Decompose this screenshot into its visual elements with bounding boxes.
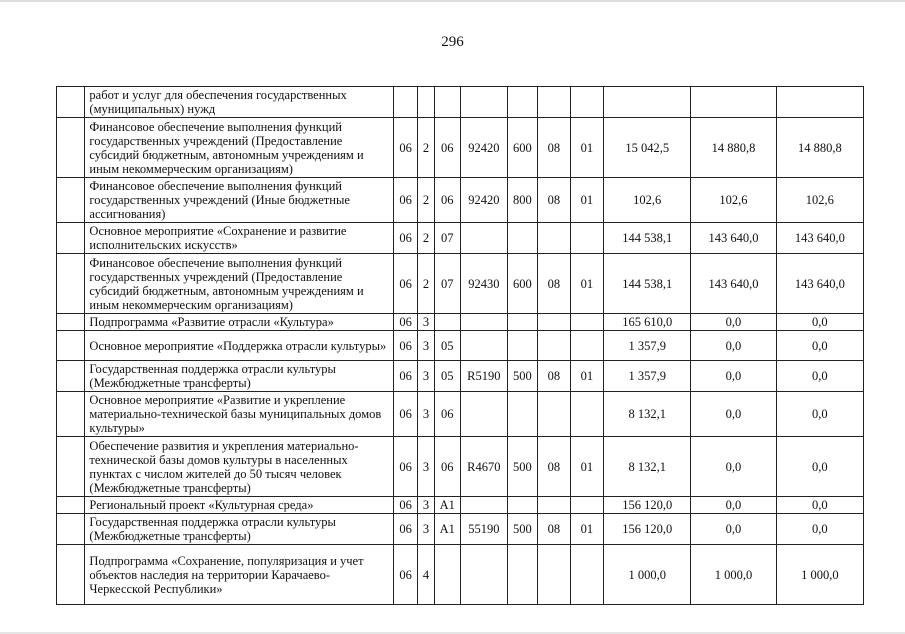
- cell-c1: 06: [394, 254, 418, 314]
- cell-c3: 05: [434, 331, 460, 361]
- cell-c6: 08: [538, 118, 570, 178]
- cell-v3: 1 000,0: [776, 545, 863, 605]
- cell-c5: [507, 331, 537, 361]
- cell-c6: [538, 314, 570, 331]
- cell-v3: 0,0: [776, 514, 863, 545]
- cell-v2: 0,0: [691, 437, 776, 497]
- margin-cell: [57, 87, 85, 118]
- cell-c4: [460, 545, 507, 605]
- cell-c5: [507, 314, 537, 331]
- row-name: Финансовое обеспечение выполнения функций государственных учреждений (Предоставление субсидий бюджетным, автономным учреждениям и иным некоммерческим организациям): [85, 254, 394, 314]
- cell-c5: [507, 497, 537, 514]
- cell-v2: 0,0: [691, 361, 776, 392]
- cell-c1: 06: [394, 545, 418, 605]
- cell-c4: 92420: [460, 178, 507, 223]
- page-number: 296: [441, 34, 464, 50]
- cell-c5: 500: [507, 514, 537, 545]
- cell-c5: 500: [507, 361, 537, 392]
- cell-v1: [604, 87, 691, 118]
- cell-c6: [538, 392, 570, 437]
- cell-v1: 144 538,1: [604, 254, 691, 314]
- cell-c3: A1: [434, 514, 460, 545]
- cell-c7: 01: [570, 118, 603, 178]
- margin-cell: [57, 118, 85, 178]
- margin-cell: [57, 361, 85, 392]
- cell-c1: 06: [394, 178, 418, 223]
- cell-c7: 01: [570, 178, 603, 223]
- cell-c5: 500: [507, 437, 537, 497]
- cell-c1: 06: [394, 437, 418, 497]
- cell-c6: 08: [538, 514, 570, 545]
- cell-c4: R4670: [460, 437, 507, 497]
- cell-c2: 3: [418, 514, 434, 545]
- cell-c5: [507, 87, 537, 118]
- cell-c5: 800: [507, 178, 537, 223]
- margin-cell: [57, 314, 85, 331]
- cell-c4: 55190: [460, 514, 507, 545]
- cell-c1: 06: [394, 497, 418, 514]
- row-name: Основное мероприятие «Сохранение и развитие исполнительских искусств»: [85, 223, 394, 254]
- cell-c3: 05: [434, 361, 460, 392]
- cell-v3: 14 880,8: [776, 118, 863, 178]
- cell-c3: [434, 545, 460, 605]
- cell-c6: 08: [538, 178, 570, 223]
- row-name: Региональный проект «Культурная среда»: [85, 497, 394, 514]
- cell-c3: 06: [434, 392, 460, 437]
- cell-c7: 01: [570, 254, 603, 314]
- cell-v3: 143 640,0: [776, 254, 863, 314]
- cell-c2: 4: [418, 545, 434, 605]
- row-name: Обеспечение развития и укрепления материально-технической базы домов культуры в населенных пунктах с числом жителей до 50 тысяч человек (Межбюджетные трансферты): [85, 437, 394, 497]
- cell-c2: 2: [418, 118, 434, 178]
- cell-c2: 3: [418, 331, 434, 361]
- cell-c1: 06: [394, 314, 418, 331]
- cell-v2: 143 640,0: [691, 254, 776, 314]
- cell-v1: 8 132,1: [604, 392, 691, 437]
- table-row: [57, 223, 864, 254]
- cell-c2: 2: [418, 178, 434, 223]
- row-name: Основное мероприятие «Поддержка отрасли культуры»: [85, 331, 394, 361]
- margin-cell: [57, 497, 85, 514]
- cell-v3: 0,0: [776, 361, 863, 392]
- cell-v3: 0,0: [776, 497, 863, 514]
- cell-c1: 06: [394, 361, 418, 392]
- cell-v1: 144 538,1: [604, 223, 691, 254]
- cell-v1: 156 120,0: [604, 497, 691, 514]
- row-name: Подпрограмма «Развитие отрасли «Культура»: [85, 314, 394, 331]
- cell-c5: 600: [507, 254, 537, 314]
- table-row: [57, 514, 864, 545]
- cell-v1: 102,6: [604, 178, 691, 223]
- cell-c1: 06: [394, 118, 418, 178]
- cell-v2: 0,0: [691, 497, 776, 514]
- cell-v1: 15 042,5: [604, 118, 691, 178]
- cell-v1: 1 357,9: [604, 361, 691, 392]
- cell-v1: 1 357,9: [604, 331, 691, 361]
- cell-c2: 3: [418, 392, 434, 437]
- cell-c4: [460, 331, 507, 361]
- cell-c6: 08: [538, 437, 570, 497]
- row-name: Финансовое обеспечение выполнения функций государственных учреждений (Иные бюджетные ассигнования): [85, 178, 394, 223]
- cell-c2: 3: [418, 361, 434, 392]
- cell-c2: 2: [418, 223, 434, 254]
- cell-c3: 07: [434, 254, 460, 314]
- cell-c7: [570, 545, 603, 605]
- cell-v3: 143 640,0: [776, 223, 863, 254]
- table-row: [57, 437, 864, 497]
- cell-v2: 102,6: [691, 178, 776, 223]
- cell-c3: 06: [434, 437, 460, 497]
- cell-v2: 0,0: [691, 514, 776, 545]
- cell-v2: 0,0: [691, 392, 776, 437]
- cell-c5: 600: [507, 118, 537, 178]
- row-name: Подпрограмма «Сохранение, популяризация и учет объектов наследия на территории Карачаево-Черкесской Республики»: [85, 545, 394, 605]
- cell-v2: 0,0: [691, 314, 776, 331]
- table-row: [57, 178, 864, 223]
- cell-v3: 102,6: [776, 178, 863, 223]
- cell-c4: [460, 314, 507, 331]
- cell-c6: [538, 87, 570, 118]
- cell-v3: [776, 87, 863, 118]
- cell-c7: 01: [570, 361, 603, 392]
- table-row: [57, 361, 864, 392]
- table-row: [57, 331, 864, 361]
- cell-c6: [538, 545, 570, 605]
- cell-c7: [570, 392, 603, 437]
- cell-c7: [570, 223, 603, 254]
- cell-c4: [460, 87, 507, 118]
- cell-c2: 2: [418, 254, 434, 314]
- table-row: [57, 87, 864, 118]
- table-row: [57, 254, 864, 314]
- cell-c3: [434, 314, 460, 331]
- cell-c3: 06: [434, 118, 460, 178]
- margin-cell: [57, 223, 85, 254]
- cell-c7: [570, 497, 603, 514]
- cell-c2: 3: [418, 314, 434, 331]
- cell-c6: 08: [538, 254, 570, 314]
- cell-c3: A1: [434, 497, 460, 514]
- cell-c1: [394, 87, 418, 118]
- table-row: [57, 392, 864, 437]
- row-name: работ и услуг для обеспечения государственных (муниципальных) нужд: [85, 87, 394, 118]
- cell-c1: 06: [394, 514, 418, 545]
- cell-c7: 01: [570, 514, 603, 545]
- table-body: [57, 87, 864, 605]
- cell-c4: [460, 223, 507, 254]
- cell-c4: [460, 392, 507, 437]
- cell-c7: 01: [570, 437, 603, 497]
- cell-c6: 08: [538, 361, 570, 392]
- margin-cell: [57, 545, 85, 605]
- margin-cell: [57, 331, 85, 361]
- cell-c2: 3: [418, 497, 434, 514]
- table-row: [57, 118, 864, 178]
- row-name: Государственная поддержка отрасли культуры (Межбюджетные трансферты): [85, 361, 394, 392]
- table-row: [57, 497, 864, 514]
- margin-cell: [57, 254, 85, 314]
- cell-c7: [570, 331, 603, 361]
- cell-v3: 0,0: [776, 392, 863, 437]
- cell-c7: [570, 314, 603, 331]
- margin-cell: [57, 392, 85, 437]
- cell-c4: R5190: [460, 361, 507, 392]
- table-row: [57, 314, 864, 331]
- cell-c1: 06: [394, 331, 418, 361]
- cell-c2: [418, 87, 434, 118]
- cell-v1: 156 120,0: [604, 514, 691, 545]
- cell-c5: [507, 392, 537, 437]
- cell-v2: 143 640,0: [691, 223, 776, 254]
- cell-c1: 06: [394, 223, 418, 254]
- cell-v2: 0,0: [691, 331, 776, 361]
- margin-cell: [57, 437, 85, 497]
- row-name: Финансовое обеспечение выполнения функций государственных учреждений (Предоставление субсидий бюджетным, автономным учреждениям и иным некоммерческим организациям): [85, 118, 394, 178]
- cell-c6: [538, 331, 570, 361]
- cell-v1: 8 132,1: [604, 437, 691, 497]
- cell-c7: [570, 87, 603, 118]
- cell-v2: [691, 87, 776, 118]
- cell-v3: 0,0: [776, 437, 863, 497]
- cell-c4: 92420: [460, 118, 507, 178]
- cell-c6: [538, 223, 570, 254]
- cell-c6: [538, 497, 570, 514]
- cell-c5: [507, 545, 537, 605]
- cell-c3: [434, 87, 460, 118]
- table-row: [57, 545, 864, 605]
- cell-c4: [460, 497, 507, 514]
- cell-v3: 0,0: [776, 331, 863, 361]
- cell-v1: 1 000,0: [604, 545, 691, 605]
- cell-c1: 06: [394, 392, 418, 437]
- cell-c2: 3: [418, 437, 434, 497]
- row-name: Государственная поддержка отрасли культуры (Межбюджетные трансферты): [85, 514, 394, 545]
- cell-v3: 0,0: [776, 314, 863, 331]
- cell-v1: 165 610,0: [604, 314, 691, 331]
- cell-c3: 07: [434, 223, 460, 254]
- scan-edge-top: [0, 0, 905, 2]
- cell-c4: 92430: [460, 254, 507, 314]
- margin-cell: [57, 178, 85, 223]
- cell-v2: 14 880,8: [691, 118, 776, 178]
- cell-c5: [507, 223, 537, 254]
- cell-c3: 06: [434, 178, 460, 223]
- row-name: Основное мероприятие «Развитие и укрепление материально-технической базы муниципальных домов культуры»: [85, 392, 394, 437]
- margin-cell: [57, 514, 85, 545]
- cell-v2: 1 000,0: [691, 545, 776, 605]
- budget-table: [56, 86, 864, 605]
